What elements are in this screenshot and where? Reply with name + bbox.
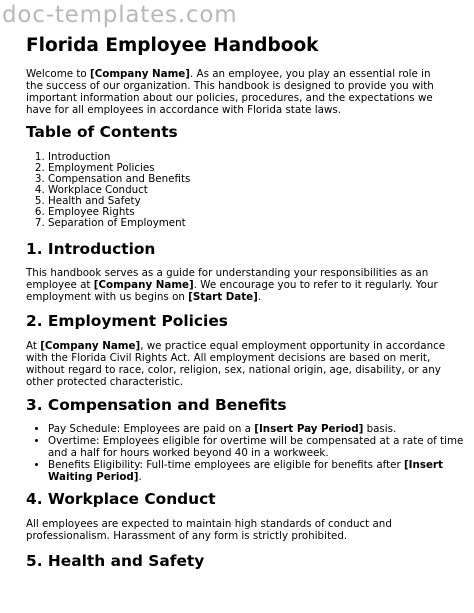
toc-list [26,152,470,229]
pay-schedule-text-end: basis. [363,423,397,435]
company-name-placeholder: [Company Name] [93,279,194,291]
toc-item[interactable]: 7. Separation of Employment [48,218,470,229]
benefits-text-end: . [138,471,142,483]
toc-item[interactable]: 4. Workplace Conduct [48,185,470,196]
document-title: Florida Employee Handbook [26,35,319,56]
list-item-overtime: • Overtime: Employees eligible for overtime will be compensated at a rate of time and a half for hours worked beyond 40 in a workweek. [48,435,470,459]
section-heading-introduction: 1. Introduction [26,240,156,258]
introduction-paragraph [26,267,448,303]
toc-item[interactable]: 5. Health and Safety [48,196,470,207]
compensation-list [26,423,470,483]
start-date-placeholder: [Start Date] [188,291,258,303]
company-name-placeholder: [Company Name] [40,340,141,352]
introduction-text-rest: . We encourage you to refer to it regularly. Your employment with us begins on [26,279,438,303]
intro-text-rest: . As an employee, you play an essential role in the success of our organization. This handbook is designed to provide you with important information about our policies, procedures, and the expectations we have for all employees in accordance with Florida state laws. [26,68,434,116]
section-heading-health-safety: 5. Health and Safety [26,552,205,570]
list-item-pay-schedule [48,423,470,435]
section-heading-workplace-conduct: 4. Workplace Conduct [26,490,216,508]
policies-text: At [26,340,41,352]
introduction-text: This handbook serves as a guide for understanding your responsibilities as an employee at [26,267,429,291]
intro-paragraph [26,68,448,116]
company-name-placeholder: [Company Name] [89,68,190,80]
employment-policies-paragraph [26,340,448,388]
section-heading-compensation: 3. Compensation and Benefits [26,396,287,414]
toc-item[interactable]: 3. Compensation and Benefits [48,174,470,185]
section-heading-employment-policies: 2. Employment Policies [26,312,228,330]
waiting-period-placeholder: [Insert Waiting Period] [48,459,443,483]
toc-item[interactable]: 2. Employment Policies [48,163,470,174]
watermark: doc-templates.com [2,2,238,28]
intro-text: Welcome to [26,68,90,80]
policies-text-rest: , we practice equal employment opportunity in accordance with the Florida Civil Rights Act. All employment decisions are based on merit, without regard to race, color, religion, sex, national origin, age, disability, or any other protected characteristic. [26,340,446,388]
conduct-paragraph: All employees are expected to maintain high standards of conduct and professionalism. Harassment of any form is strictly prohibited. [26,518,392,542]
pay-period-placeholder: [Insert Pay Period] [254,423,364,435]
benefits-text: Benefits Eligibility: Full-time employees are eligible for benefits after [48,459,404,471]
list-item-benefits [48,459,470,483]
toc-item[interactable]: 1. Introduction [48,152,470,163]
toc-heading: Table of Contents [26,123,178,141]
pay-schedule-text: Pay Schedule: Employees are paid on a [48,423,255,435]
toc-item[interactable]: 6. Employee Rights [48,207,470,218]
introduction-text-end: . [257,291,262,303]
